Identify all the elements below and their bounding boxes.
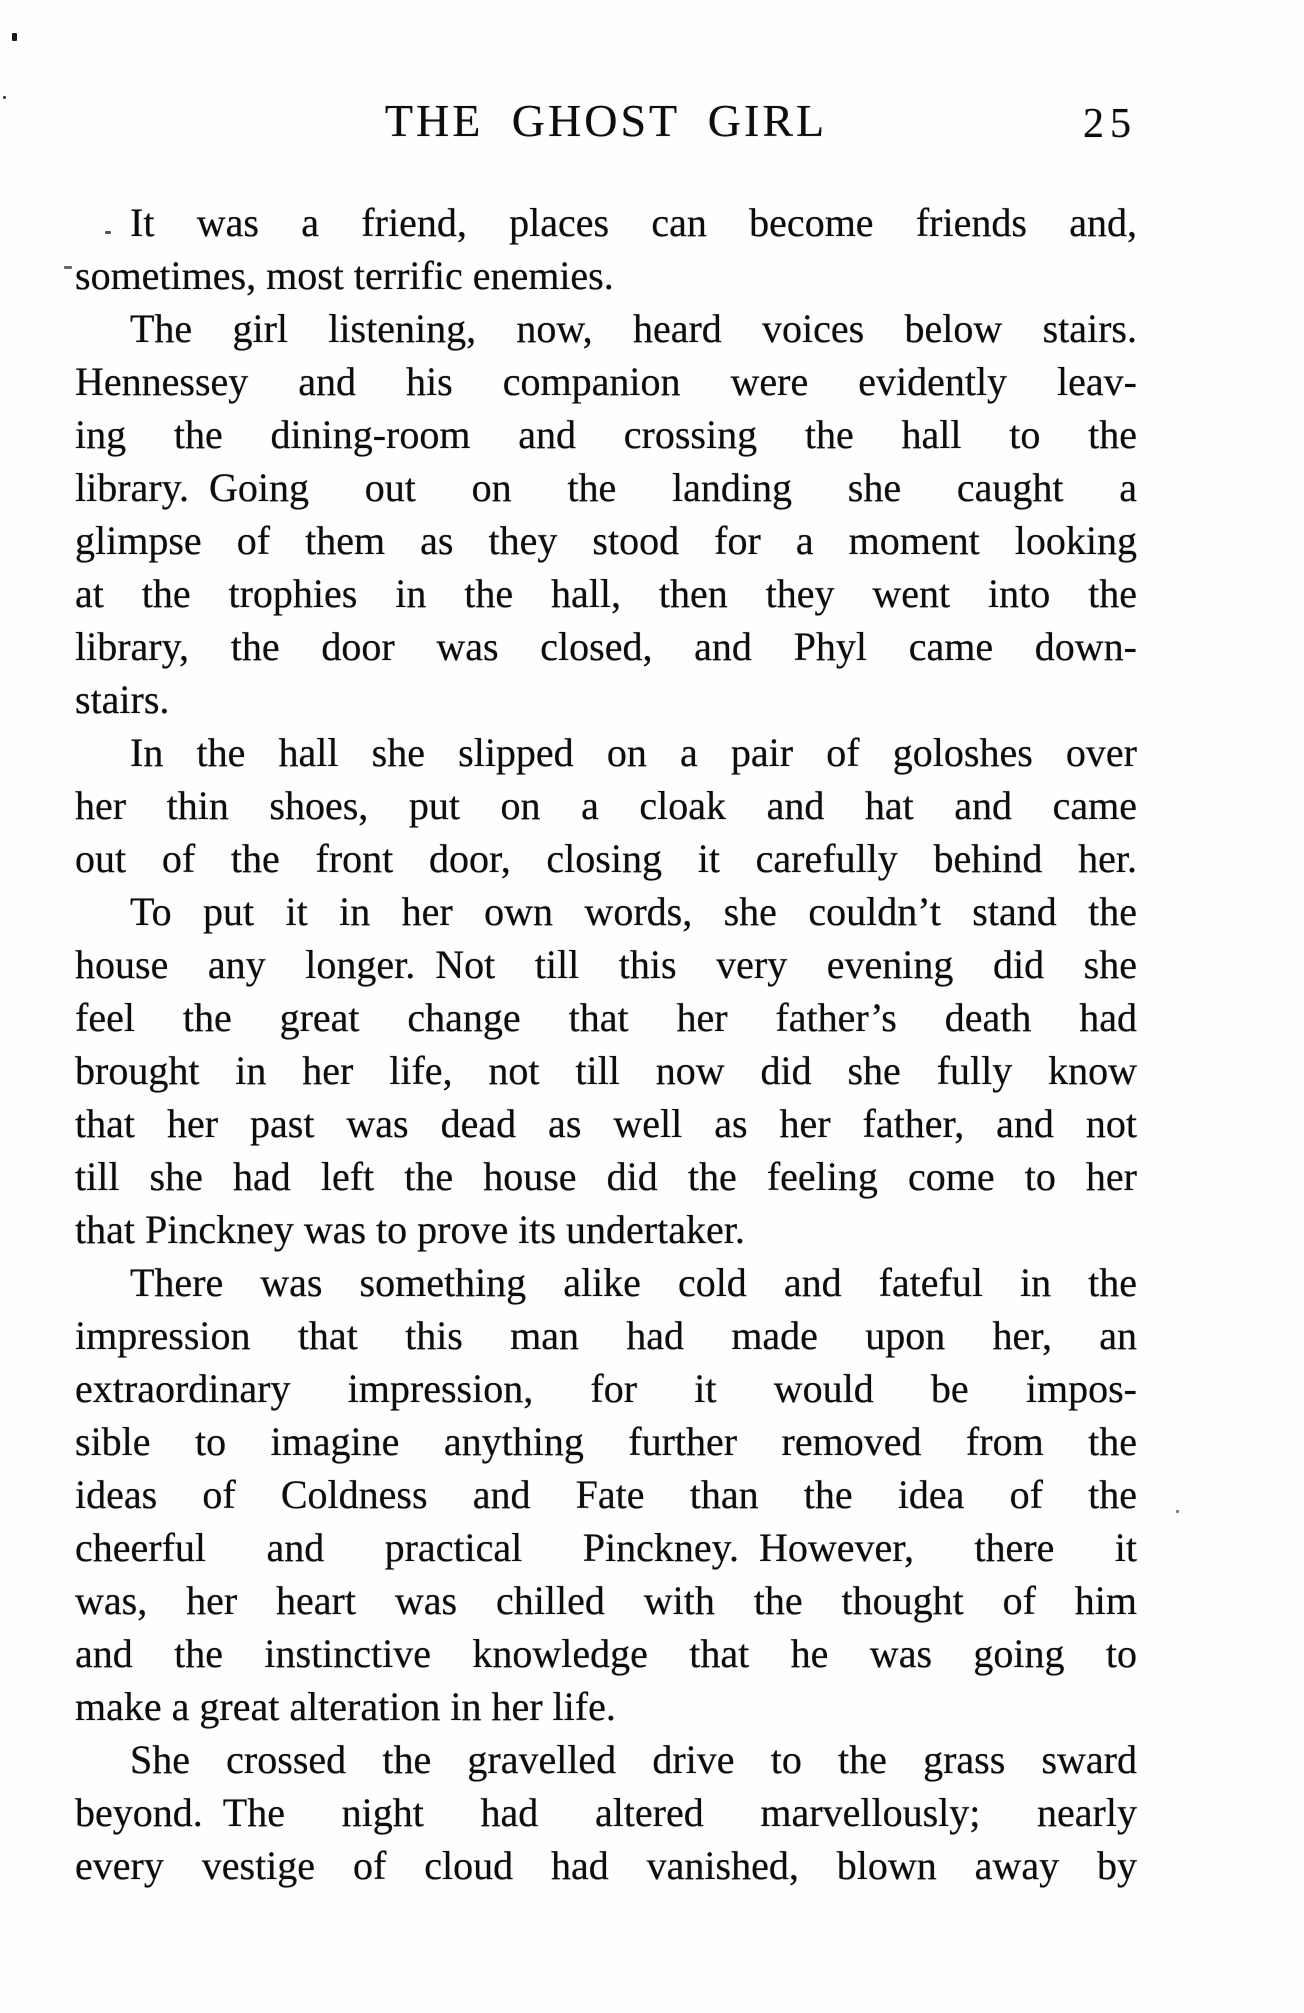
text-line: that her past was dead as well as her father, and not [75, 1101, 1137, 1146]
text-line: that Pinckney was to prove its undertaker. [75, 1207, 745, 1252]
text-line: glimpse of them as they stood for a moment looking [75, 518, 1137, 563]
paragraph [75, 1256, 1137, 1733]
text-line: library. Going out on the landing she caught a [75, 465, 1137, 510]
text-line: till she had left the house did the feeling come to her [75, 1154, 1137, 1199]
paragraph [75, 196, 1137, 302]
paragraph [75, 885, 1137, 1256]
scan-speck [3, 96, 6, 99]
text-line: ing the dining-room and crossing the hall to the [75, 412, 1137, 457]
text-line: There was something alike cold and fateful in the [130, 1260, 1137, 1305]
text-line: She crossed the gravelled drive to the grass sward [130, 1737, 1137, 1782]
text-line: cheerful and practical Pinckney. However, there it [75, 1525, 1137, 1570]
text-line: beyond. The night had altered marvellously; nearly [75, 1790, 1137, 1835]
text-line: out of the front door, closing it carefully behind her. [75, 836, 1137, 881]
text-line: sible to imagine anything further removed from the [75, 1419, 1137, 1464]
text-line: extraordinary impression, for it would be impos- [75, 1366, 1137, 1411]
text-line: It was a friend, places can become friends and, [130, 200, 1137, 245]
text-line: Hennessey and his companion were evidently leav- [75, 359, 1137, 404]
page-number: 25 [1083, 101, 1137, 147]
text-line: The girl listening, now, heard voices below stairs. [130, 306, 1137, 351]
scan-speck [64, 266, 72, 269]
running-header-title: THE GHOST GIRL [384, 95, 828, 146]
running-header [75, 94, 1137, 150]
scan-speck [12, 33, 17, 41]
text-line: sometimes, most terrific enemies. [75, 253, 614, 298]
text-line: every vestige of cloud had vanished, blown away by [75, 1843, 1137, 1888]
text-line: stairs. [75, 677, 170, 722]
text-line: In the hall she slipped on a pair of goloshes over [130, 730, 1137, 775]
text-line: feel the great change that her father’s death had [75, 995, 1137, 1040]
text-line: was, her heart was chilled with the thought of him [75, 1578, 1137, 1623]
scan-speck [105, 231, 111, 234]
paragraph [75, 726, 1137, 885]
paragraph [75, 302, 1137, 726]
text-line: brought in her life, not till now did she fully know [75, 1048, 1137, 1093]
text-line: make a great alteration in her life. [75, 1684, 616, 1729]
text-line: at the trophies in the hall, then they went into the [75, 571, 1137, 616]
text-line: ideas of Coldness and Fate than the idea of the [75, 1472, 1137, 1517]
text-line: her thin shoes, put on a cloak and hat and came [75, 783, 1137, 828]
text-line: house any longer. Not till this very evening did she [75, 942, 1137, 987]
text-line: and the instinctive knowledge that he was going to [75, 1631, 1137, 1676]
text-line: To put it in her own words, she couldn’t stand the [130, 889, 1137, 934]
page-text-block [75, 196, 1137, 1892]
paragraph [75, 1733, 1137, 1892]
scan-speck [1176, 1510, 1179, 1513]
text-line: library, the door was closed, and Phyl came down- [75, 624, 1137, 669]
text-line: impression that this man had made upon her, an [75, 1313, 1137, 1358]
